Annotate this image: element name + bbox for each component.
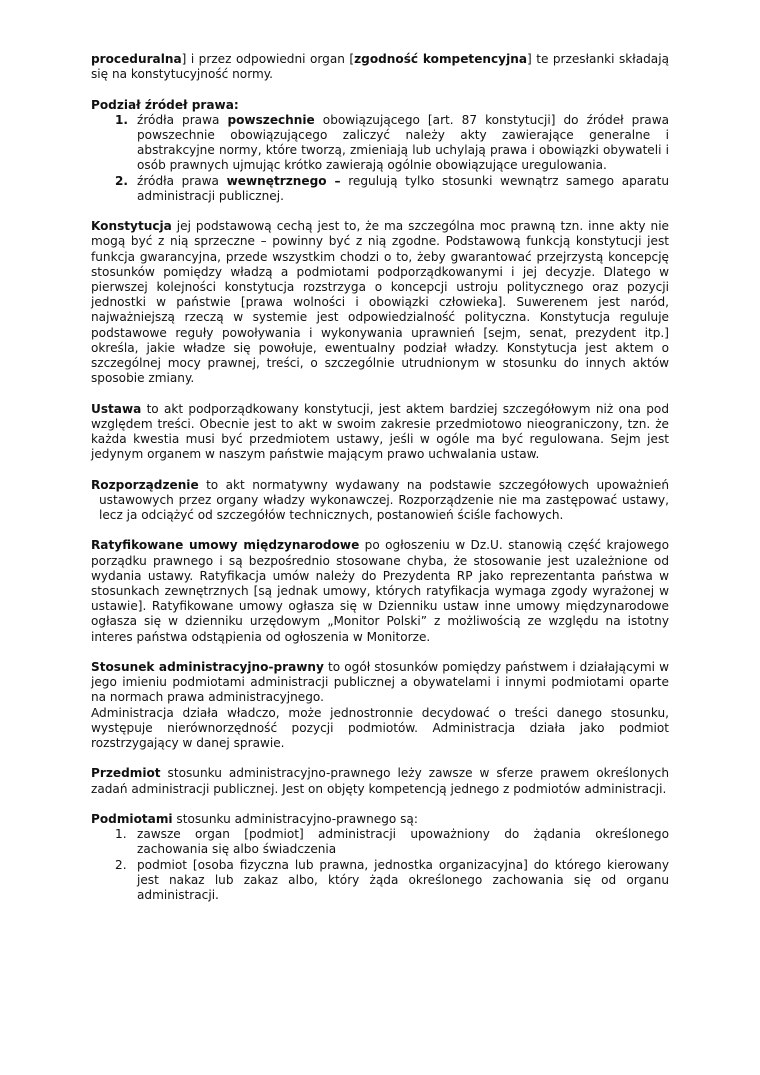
paragraph-text: to akt podporządkowany konstytucji, jest aktem bardziej szczegółowym niż ona pod względem treści. Obecnie jest to akt w swoim zakresie przedmiotowo nieograniczony, tzn. że każda kwestia musi być przedmiotem ustawy, jeśli w ogóle ma być regulowana. Sejm jest jedynym organem w naszym państwie mającym prawo uchwalania ustaw. <box>91 401 669 462</box>
paragraph-text: to ogół stosunków pomiędzy państwem i działającymi w jego imieniu podmiotami administracji publicznej a obywatelami i innymi podmiotami oparte na normach prawa administracyjnego. <box>91 660 669 705</box>
paragraph-text: stosunku administracyjno-prawnego leży zawsze w sferze prawem określonych zadań administracji publicznej. Jest on objęty kompetencją jednego z podmiotów administracji. <box>91 766 669 796</box>
podmioty-list <box>91 827 669 903</box>
list-bold-term: powszechnie <box>227 112 315 127</box>
konstytucja-paragraph <box>91 219 669 386</box>
list-text: źródła prawa <box>137 173 227 188</box>
intro-text-1: ] i przez odpowiedni organ [ <box>181 52 355 66</box>
list-number: 1. <box>115 112 129 127</box>
sources-list <box>91 113 669 204</box>
list-number: 2. <box>115 173 129 188</box>
list-text: obowiązującego [art. 87 konstytucji] do źródeł prawa powszechnie obowiązującego zaliczyć należy akty zawierające generalne i abstrakcyjne normy, które tworzą, zmieniają lub uchylają prawa i obowiązki obywateli i osób prawnych ujmując krótko zawierają ogólnie obowiązujące uregulowania. <box>137 112 669 173</box>
term-bold: Ratyfikowane umowy międzynarodowe <box>91 538 360 553</box>
list-item <box>91 174 669 204</box>
list-item <box>91 113 669 174</box>
intro-paragraph <box>91 52 669 82</box>
stosunek-paragraph <box>91 660 669 706</box>
term-bold: Ustawa <box>91 401 142 416</box>
list-text: podmiot [osoba fizyczna lub prawna, jednostka organizacyjna] do którego kierowany jest nakaz lub zakaz albo, który żąda określonego zachowania się od organu administracji. <box>137 857 669 903</box>
list-text: źródła prawa <box>137 112 228 127</box>
intro-bold-2: zgodność kompetencyjna <box>354 52 527 66</box>
term-bold: Przedmiot <box>91 766 161 781</box>
term-bold: Rozporządzenie <box>91 477 199 492</box>
intro-text-2: ] te przesłanki składają się na konstytucyjność normy. <box>91 52 669 82</box>
list-number: 1. <box>115 827 127 842</box>
paragraph-text: to akt normatywny wydawany na podstawie szczegółowych upoważnień ustawowych przez organy władzy wykonawczej. Rozporządzenie nie ma zastępować ustawy, lecz ja odciążyć od szczegółów technicznych, postanowień ściśle fachowych. <box>99 477 669 523</box>
list-text: regulują tylko stosunki wewnątrz samego aparatu administracji publicznej. <box>137 173 669 203</box>
list-text: zawsze organ [podmiot] administracji upoważniony do żądania określonego zachowania się albo świadczenia <box>137 827 669 857</box>
list-bold-term: wewnętrznego – <box>226 173 341 188</box>
podmioty-paragraph <box>91 812 669 827</box>
paragraph-text: stosunku administracyjno-prawnego są: <box>172 812 418 827</box>
document-page <box>91 52 669 903</box>
list-item <box>91 827 669 857</box>
paragraph-text: po ogłoszeniu w Dz.U. stanowią część krajowego porządku prawnego i są bezpośrednio stosowane chyba, że stosowanie jest uzależnione od wydania ustawy. Ratyfikacja umów należy do Prezydenta RP jako reprezentanta państwa w stosunkach zewnętrznych [są jednak umowy, których ratyfikacja wymaga zgody wyrażonej w ustawie]. Ratyfikowane umowy ogłasza się w Dzienniku ustaw inne umowy międzynarodowe ogłasza się w dzienniku urzędowym „Monitor Polski” z możliwością ze względu na istotny interes państwa odstąpienia od ogłoszenia w Monitorze. <box>91 538 669 644</box>
term-bold: Konstytucja <box>91 219 172 234</box>
intro-bold-1: proceduralna <box>91 52 182 66</box>
sources-heading: Podział źródeł prawa: <box>91 97 239 112</box>
term-bold: Podmiotami <box>91 812 173 827</box>
rozporzadzenie-paragraph <box>91 478 669 524</box>
list-item <box>91 858 669 904</box>
term-bold: Stosunek administracyjno-prawny <box>91 660 324 675</box>
list-number: 2. <box>115 857 127 872</box>
ustawa-paragraph <box>91 402 669 463</box>
paragraph-text: jej podstawową cechą jest to, że ma szczególna moc prawną tzn. inne akty nie mogą być z nią sprzeczne – powinny być z nią zgodne. Podstawową funkcją konstytucji jest funkcja gwarancyjna, przede wszystkim chodzi o to, żeby gwarantować przejrzystą koncepcję stosunków pomiędzy władzą a podmiotami podporządkowanymi i jej decyzje. Dlatego w pierwszej kolejności konstytucja rozstrzyga o koncepcji ustroju politycznego oraz pozycji jednostki w państwie [prawa wolności i obowiązki człowieka]. Suwerenem jest naród, najważniejszą rzeczą w systemie jest odpowiedzialność polityczna. Konstytucja reguluje podstawowe reguły powoływania i wykonywania uprawnień [sejm, senat, prezydent itp.] określa, jakie władze się powołuje, ewentualny podział władzy. Konstytucja jest aktem o szczególnej mocy prawnej, treści, o szczególnie utrudnionym w stosunku do innych aktów sposobie zmiany. <box>91 219 669 386</box>
przedmiot-paragraph <box>91 766 669 796</box>
stosunek-paragraph-2: Administracja działa władczo, może jednostronnie decydować o treści danego stosunku, występuje nierównorzędność pozycji podmiotów. Administracja działa jako podmiot rozstrzygający w danej sprawie. <box>91 705 669 751</box>
umowy-paragraph <box>91 538 669 644</box>
